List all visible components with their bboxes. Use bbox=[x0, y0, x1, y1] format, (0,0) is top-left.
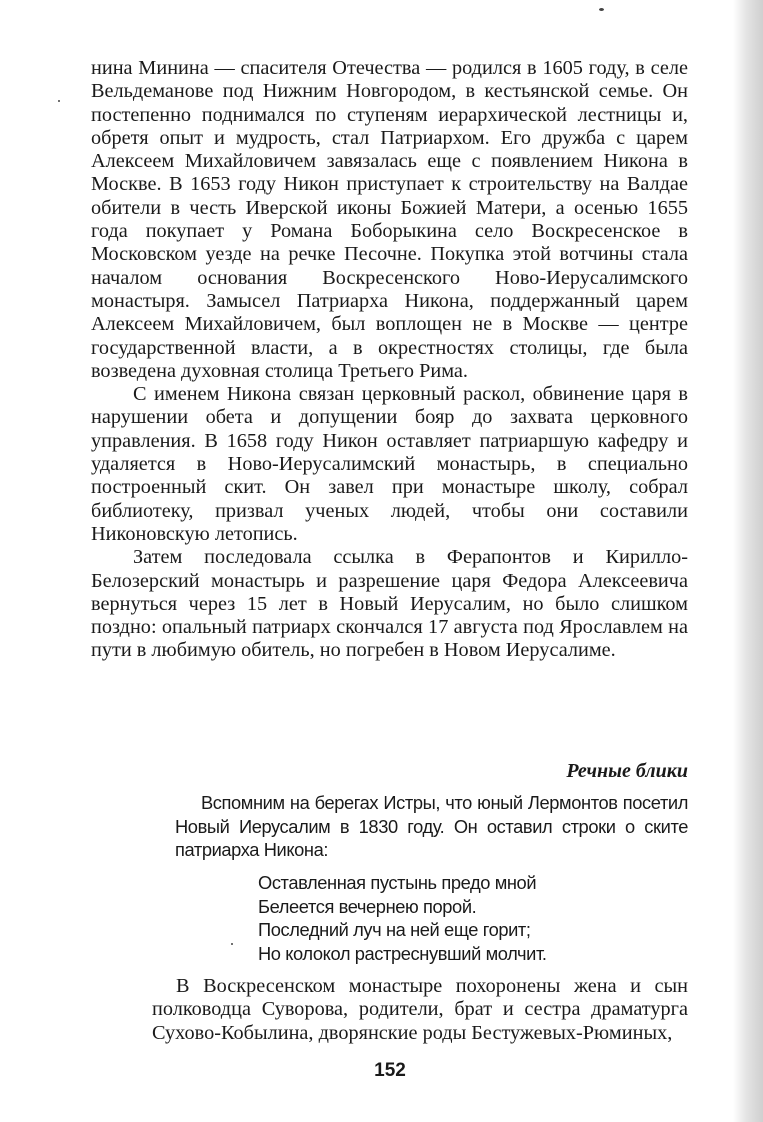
poem-line: Оставленная пустынь предо мной bbox=[258, 872, 537, 893]
paragraph-1: нина Минина — спасителя Отечества — родился в 1605 году, в селе Вельдеманове под Нижним Новгородом, в кестьянской семье. Он постепенно поднимался по ступеням иерархической лестницы и, обретя опыт и мудрость, стал Патриархом. Его дружба с царем Алексеем Михайловичем завязалась еще с появлением Никона в Москве. В 1653 году Никон приступает к строительству на Валдае обители в честь Иверской иконы Божией Матери, а осенью 1655 года покупает у Романа Боборыкина село Воскресенское в Московском уезде на речке Песочне. Покупка этой вотчины стала началом основания Воскресенского Ново-Иерусалимского монастыря. Замысел Патриарха Никона, поддержанный царем Алексеем Михайловичем, был воплощен не в Москве — центре государственной власти, а в окрестностях столицы, где была возведена духовная столица Третьего Рима. bbox=[91, 57, 688, 382]
main-text bbox=[91, 57, 688, 663]
scan-speck bbox=[599, 8, 604, 11]
poem-line: Белеется вечернею порой. bbox=[258, 895, 477, 917]
poem-line: Последний луч на ней еще горит; bbox=[258, 919, 531, 940]
scan-speck bbox=[231, 943, 233, 945]
paragraph-2: С именем Никона связан церковный раскол, обвинение царя в нарушении обета и допущении бояр до захвата церковного управления. В 1658 году Никон оставляет патриаршую кафедру и удаляется в Ново-Иерусалимский монастырь, в специально построенный скит. Он завел при монастыре школу, собрал библиотеку, призвал ученых людей, чтобы они составили Никоновскую летопись. bbox=[91, 383, 688, 545]
poem bbox=[258, 871, 547, 965]
paragraph-3: Затем последовала ссылка в Ферапонтов и Кирилло-Белозерский монастырь и разрешение царя Федора Алексеевича вернуться через 15 лет в Новый Иерусалим, но было слишком поздно: опальный патриарх скончался 17 августа под Ярославлем на пути в любимую обитель, но погребен в Новом Иерусалиме. bbox=[91, 546, 688, 662]
scan-speck bbox=[58, 100, 60, 102]
sidebar-intro bbox=[175, 791, 688, 862]
page-number: 152 bbox=[374, 1060, 406, 1081]
closing-text bbox=[152, 975, 688, 1045]
page-edge-shadow bbox=[733, 0, 763, 1122]
closing-paragraph: В Воскресенском монастыре похоронены жена и сын полководца Суворова, родители, брат и сестра драматурга Сухово-Кобылина, дворянские роды Бестужевых-Рюминых, bbox=[152, 975, 688, 1044]
sidebar-intro-text: Вспомним на берегах Истры, что юный Лермонтов посетил Новый Иерусалим в 1830 году. Он оставил строки о ските патриарха Никона: bbox=[175, 792, 688, 860]
sidebar-title: Речные блики bbox=[566, 760, 688, 782]
poem-line: Но колокол растреснувший молчит. bbox=[258, 942, 547, 964]
